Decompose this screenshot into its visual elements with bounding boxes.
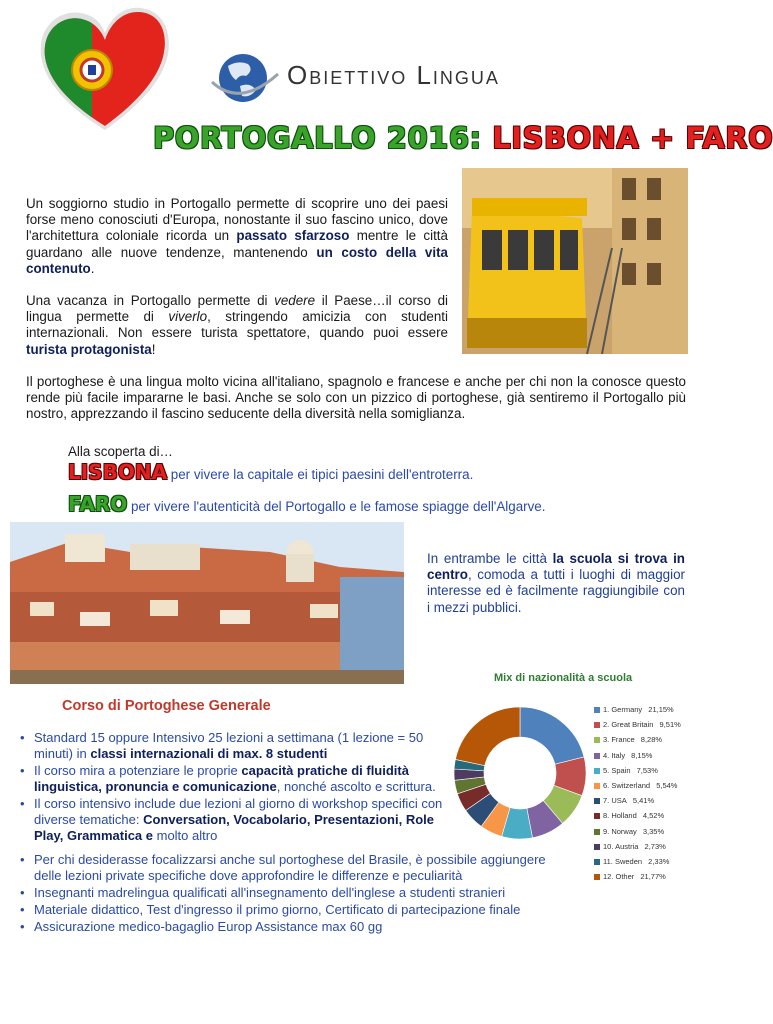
legend-swatch bbox=[594, 798, 600, 804]
legend-entry bbox=[594, 869, 704, 884]
legend-label: 11. Sweden bbox=[603, 856, 643, 866]
legend-value: 2,33% bbox=[646, 856, 670, 866]
city-lisbona: LISBONA bbox=[68, 460, 168, 484]
legend-entry bbox=[594, 717, 704, 732]
legend-label: 8. Holland bbox=[603, 811, 637, 821]
legend-label: 2. Great Britain bbox=[603, 720, 654, 730]
lisbon-photo bbox=[10, 522, 404, 684]
legend-label: 9. Norway bbox=[603, 826, 637, 836]
legend-value: 7,53% bbox=[634, 765, 658, 775]
legend-swatch bbox=[594, 813, 600, 819]
list-item: • Standard 15 oppure Intensivo 25 lezioni a settimana (1 lezione = 50 minuti) in classi internazionali di max. 8 studenti bbox=[20, 730, 450, 762]
legend-entry bbox=[594, 808, 704, 823]
list-item: • Per chi desiderasse focalizzarsi anche sul portoghese del Brasile, è possibile aggiungere delle lezioni private specifiche dove approfondire le differenze e peculiarità bbox=[20, 852, 550, 884]
donut-slice-12 bbox=[455, 707, 520, 766]
legend-value: 5,54% bbox=[654, 780, 678, 790]
legend-value: 8,15% bbox=[629, 750, 653, 760]
legend-label: 12. Other bbox=[603, 872, 635, 882]
faro-line bbox=[68, 492, 545, 516]
legend-value: 5,41% bbox=[630, 796, 655, 806]
legend-entry bbox=[594, 732, 704, 747]
list-item: • Il corso mira a potenziare le proprie capacità pratiche di fluidità linguistica, pronuncia e comunicazione, nonché ascolto e scrittura. bbox=[20, 763, 450, 795]
intro-paragraph-2: Una vacanza in Portogallo permette di vedere il Paese…il corso di lingua permette di viverlo, stringendo amicizia con studenti internazionali. Non essere turista spettatore, quando puoi essere turista protagonista! bbox=[26, 293, 448, 357]
course-list bbox=[20, 730, 450, 845]
legend-swatch bbox=[594, 753, 600, 759]
faro-desc: per vivere l'autenticità del Portogallo e le famose spiagge dell'Algarve. bbox=[127, 499, 546, 514]
legend-label: 5. Spain bbox=[603, 765, 631, 775]
title-country: PORTOGALLO 2016: bbox=[153, 121, 482, 155]
legend-swatch bbox=[594, 768, 600, 774]
legend-entry bbox=[594, 778, 704, 793]
lisbona-desc: per vivere la capitale ei tipici paesini dell'entroterra. bbox=[167, 467, 474, 482]
legend-swatch bbox=[594, 737, 600, 743]
legend-value: 21,15% bbox=[646, 705, 674, 714]
list-item: • Il corso intensivo include due lezioni al giorno di workshop specifici con diverse tematiche: Conversation, Vocabolario, Presentazioni, Role Play, Grammatica e molto altro bbox=[20, 796, 450, 844]
intro-paragraph-1: Un soggiorno studio in Portogallo permette di scoprire uno dei paesi forse meno conosciuti d'Europa, nonostante il suo fascino unico, dove l'architettura coloniale ricorda un passato sfarzoso mentre le città guardano alle nuove tendenze, mantenendo un costo della vita contenuto. bbox=[26, 196, 448, 276]
legend-value: 8,28% bbox=[638, 735, 663, 745]
list-item: • Insegnanti madrelingua qualificati all'insegnamento dell'inglese a studenti stranieri bbox=[20, 885, 550, 901]
legend-swatch bbox=[594, 722, 600, 728]
legend-value: 21,77% bbox=[638, 872, 666, 882]
list-item: • Materiale didattico, Test d'ingresso il primo giorno, Certificato di partecipazione finale bbox=[20, 902, 550, 918]
legend-swatch bbox=[594, 874, 600, 880]
course-list-wide bbox=[20, 852, 550, 936]
legend-label: 6. Switzerland bbox=[603, 780, 651, 790]
legend-entry bbox=[594, 748, 704, 763]
globe-icon bbox=[210, 52, 280, 104]
legend-entry bbox=[594, 854, 704, 869]
brand-name: Obiettivo Lingua bbox=[287, 60, 500, 90]
legend-label: 10. Austria bbox=[603, 841, 639, 851]
legend-swatch bbox=[594, 783, 600, 789]
discover-lead: Alla scoperta di… bbox=[68, 444, 173, 459]
course-heading: Corso di Portoghese Generale bbox=[62, 698, 271, 714]
legend-value: 3,35% bbox=[640, 826, 665, 836]
tram-photo bbox=[462, 168, 688, 354]
legend-entry bbox=[594, 793, 704, 808]
school-paragraph: In entrambe le città la scuola si trova in centro, comoda a tutti i luoghi di maggior interesse ed è facilmente raggiungibile con i mezzi pubblici. bbox=[427, 551, 685, 615]
portugal-heart-logo bbox=[40, 8, 170, 133]
legend-value: 2,73% bbox=[642, 841, 666, 851]
intro-section bbox=[26, 196, 448, 358]
lisbona-line bbox=[68, 460, 473, 484]
intro-paragraph-3: Il portoghese è una lingua molto vicina all'italiano, spagnolo e francese e anche per chi non la conosce questo rende più facile impararne le basi. Anche se solo con un pizzico di portoghese, già sentiremo il Portogallo più nostro, apprezzando il fascino seducente della diversità nella somiglianza. bbox=[26, 374, 686, 422]
city-faro: FARO bbox=[68, 492, 128, 516]
nationality-donut-chart bbox=[450, 703, 590, 843]
chart-title: Mix di nazionalità a scuola bbox=[494, 672, 633, 684]
legend-swatch bbox=[594, 829, 600, 835]
legend-label: 1. Germany bbox=[603, 705, 643, 714]
donut-slice-1 bbox=[520, 707, 584, 764]
page-title bbox=[153, 121, 773, 155]
legend-label: 7. USA bbox=[603, 796, 627, 806]
legend-swatch bbox=[594, 707, 600, 713]
legend-entry bbox=[594, 763, 704, 778]
legend-entry bbox=[594, 702, 704, 717]
legend-swatch bbox=[594, 844, 600, 850]
legend-label: 3. France bbox=[603, 735, 635, 745]
legend-label: 4. Italy bbox=[603, 750, 626, 760]
legend-value: 4,52% bbox=[640, 811, 665, 821]
legend-entry bbox=[594, 839, 704, 854]
title-cities: LISBONA + FARO bbox=[492, 121, 773, 155]
list-item: • Assicurazione medico-bagaglio Europ Assistance max 60 gg bbox=[20, 919, 550, 935]
legend-entry bbox=[594, 824, 704, 839]
chart-legend bbox=[594, 702, 704, 884]
legend-swatch bbox=[594, 859, 600, 865]
legend-value: 9,51% bbox=[657, 720, 681, 730]
